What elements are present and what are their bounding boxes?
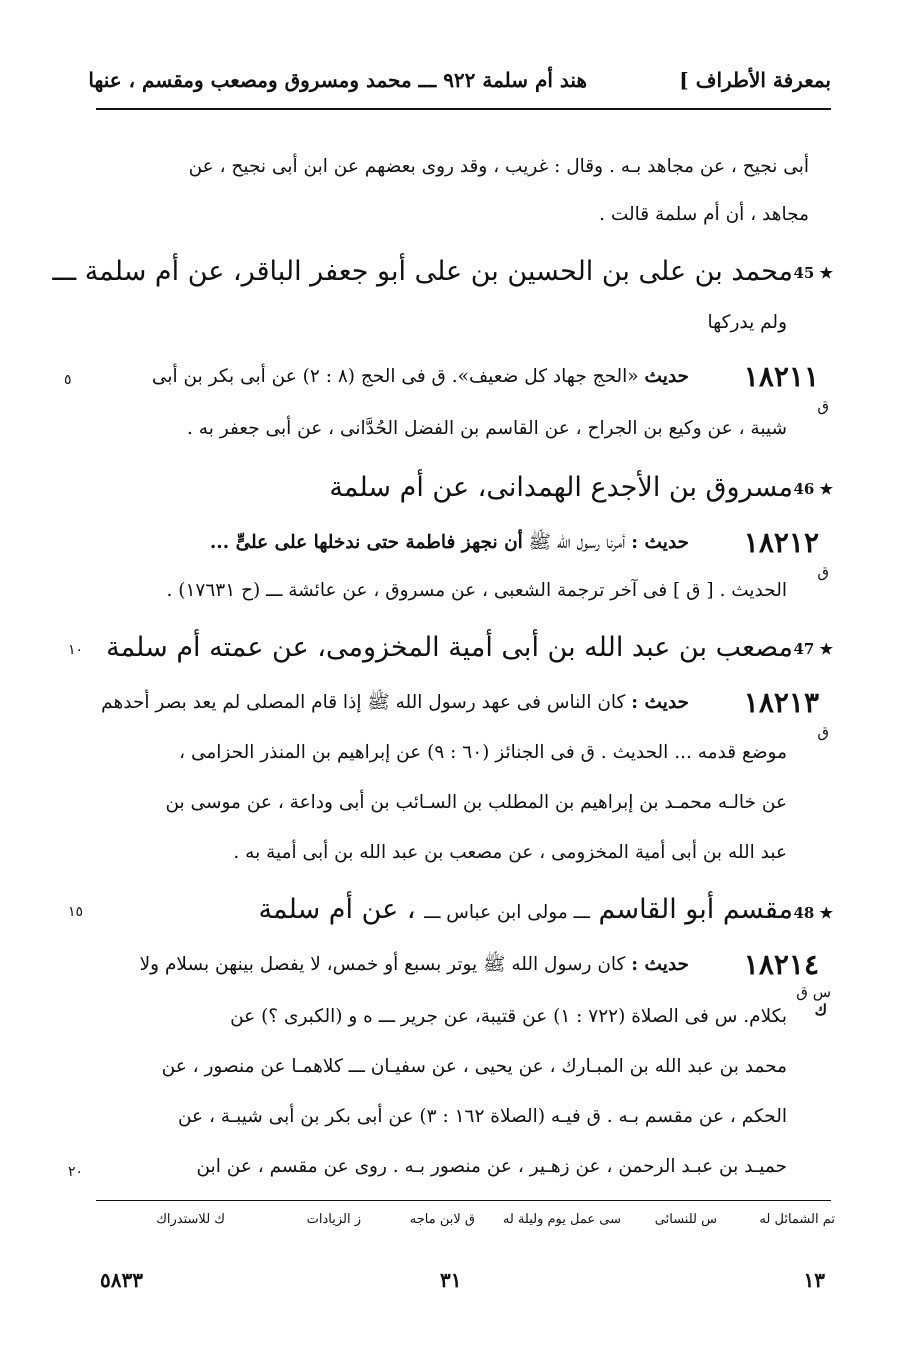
header-right: بمعرفة الأطراف ] bbox=[679, 68, 831, 92]
entry-title: محمد بن على بن الحسين بن على أبو جعفر الباقر، عن أم سلمة ـــ bbox=[52, 256, 793, 287]
footer-right-number: ١٣ bbox=[803, 1268, 825, 1292]
hadith-text-line-5: حميـد بن عبـد الرحمن ، عن زهـير ، عن منصور بـه . روى عن مقسم ، عن ابن bbox=[196, 1156, 787, 1177]
header-rule bbox=[96, 108, 831, 110]
footnote-rule bbox=[96, 1200, 831, 1201]
entry-title: مصعب بن عبد الله بن أبى أمية المخزومى، عن عمته أم سلمة bbox=[106, 632, 793, 663]
hadith-label: حديث : bbox=[631, 532, 689, 553]
hadith-text-line-4: عبد الله بن أبى أمية المخزومى ، عن مصعب بن عبد الله بن أبى أمية به . bbox=[233, 842, 787, 863]
header-center: هند أم سلمة ٩٢٢ ـــ محمد ومسروق ومصعب ومقسم ، عنها bbox=[88, 68, 587, 92]
legend-item: سى عمل يوم وليلة له bbox=[502, 1212, 621, 1227]
entry-title-note: ـــ مولى ابن عباس ـــ bbox=[424, 902, 590, 923]
legend-item: تم الشمائل له bbox=[759, 1212, 835, 1227]
legend-item: ك للاستدراك bbox=[156, 1212, 225, 1227]
page-number: ٣١ bbox=[440, 1268, 462, 1292]
hadith-text-line-3: عن خالـه محمـد بن إبراهيم بن المطلب بن السـائب بن أبى وداعة ، عن موسى بن bbox=[165, 792, 787, 813]
hadith-text-line-2: شيبة ، عن وكيع بن الجراح ، عن القاسم بن الفضل الحُدَّانى ، عن أبى جعفر به . bbox=[187, 418, 787, 439]
hadith-text: كان الناس فى عهد رسول الله ﷺ إذا قام المصلى لم يعد بصر أحدهم bbox=[101, 692, 626, 713]
entry-marker: 47 ★ bbox=[793, 640, 833, 658]
intro-line-1: أبى نجيح ، عن مجاهد بـه . وقال : غريب ، وقد روى بعضهم عن ابن أبى نجيح ، عن bbox=[188, 156, 809, 177]
entry-marker: 48 ★ bbox=[793, 904, 833, 922]
entry-subtitle: ولم يدركها bbox=[707, 312, 787, 333]
hadith-sigla: س ق bbox=[796, 983, 831, 1001]
intro-line-2: مجاهد ، أن أم سلمة قالت . bbox=[599, 204, 809, 225]
legend-item: ق لابن ماجه bbox=[409, 1212, 475, 1227]
entry-marker: 46 ★ bbox=[793, 480, 833, 498]
entry-title bbox=[259, 894, 793, 925]
margin-line-number: ٢٠ bbox=[68, 1164, 84, 1180]
hadith-number: ١٨٢١٢ bbox=[743, 526, 819, 559]
hadith-number: ١٨٢١١ bbox=[743, 360, 819, 393]
hadith-text-line-1 bbox=[101, 692, 689, 718]
hadith-number: ١٨٢١٤ bbox=[743, 948, 819, 981]
hadith-text-line-2: الحديث . [ ق ] فى آخر ترجمة الشعبى ، عن مسروق ، عن عائشة ـــ (ح ١٧٦٣١) . bbox=[166, 580, 787, 601]
margin-line-number: ٥ bbox=[64, 372, 72, 388]
hadith-text-bold: أن نجهز فاطمة حتى ندخلها على علىٍّ ... bbox=[209, 532, 523, 553]
hadith-sigla: ق bbox=[817, 723, 829, 741]
hadith-sigla: ق bbox=[817, 397, 829, 415]
hadith-text: «الحج جهاد كل ضعيف». ق فى الحج (٨ : ٢) عن أبى بكر بن أبى bbox=[151, 366, 639, 387]
hadith-text-line-1 bbox=[210, 532, 689, 558]
legend-item: س للنسائى bbox=[654, 1212, 717, 1227]
hadith-label: حديث : bbox=[631, 954, 689, 975]
hadith-text-line-3: محمد بن عبد الله بن المبـارك ، عن يحيى ، عن سفيـان ـــ كلاهمـا عن منصور ، عن bbox=[161, 1056, 787, 1077]
hadith-sigla: ق bbox=[817, 563, 829, 581]
hadith-text-line-1 bbox=[140, 954, 689, 980]
hadith-text-line-2: موضع قدمه ... الحديث . ق فى الجنائز (٦٠ : ٩) عن إبراهيم بن المنذر الحزامى ، bbox=[179, 742, 787, 763]
footer-left-number: ٥٨٣٣ bbox=[100, 1268, 143, 1292]
hadith-text-line-2: بكلام. س فى الصلاة (٧٢٢ : ١) عن قتيبة، عن جرير ـــ ه و (الكبرى ؟) عن bbox=[230, 1006, 787, 1027]
entry-title-main: مقسم أبو القاسم bbox=[589, 894, 793, 925]
entry-title-end: ، عن أم سلمة bbox=[258, 894, 425, 925]
margin-line-number: ١٠ bbox=[68, 642, 84, 658]
legend-item: ز الزيادات bbox=[306, 1212, 361, 1227]
hadith-text-line-1 bbox=[152, 366, 689, 387]
margin-line-number: ١٥ bbox=[68, 904, 84, 920]
hadith-number: ١٨٢١٣ bbox=[743, 686, 819, 719]
hadith-sigla-istidrak: ك bbox=[814, 1001, 827, 1019]
hadith-text: أمرنا رسول الله ﷺ bbox=[522, 532, 626, 553]
entry-marker: 45 ★ bbox=[793, 264, 833, 282]
hadith-label: حديث bbox=[644, 366, 689, 387]
hadith-label: حديث : bbox=[631, 692, 689, 713]
hadith-text-line-4: الحكم ، عن مقسم بـه . ق فيـه (الصلاة ١٦٢ : ٣) عن أبى بكر بن أبى شيبـة ، عن bbox=[177, 1106, 787, 1127]
hadith-text: كان رسول الله ﷺ يوتر بسبع أو خمس، لا يفصل بينهن بسلام ولا bbox=[139, 954, 626, 975]
entry-title: مسروق بن الأجدع الهمدانى، عن أم سلمة bbox=[329, 472, 793, 503]
